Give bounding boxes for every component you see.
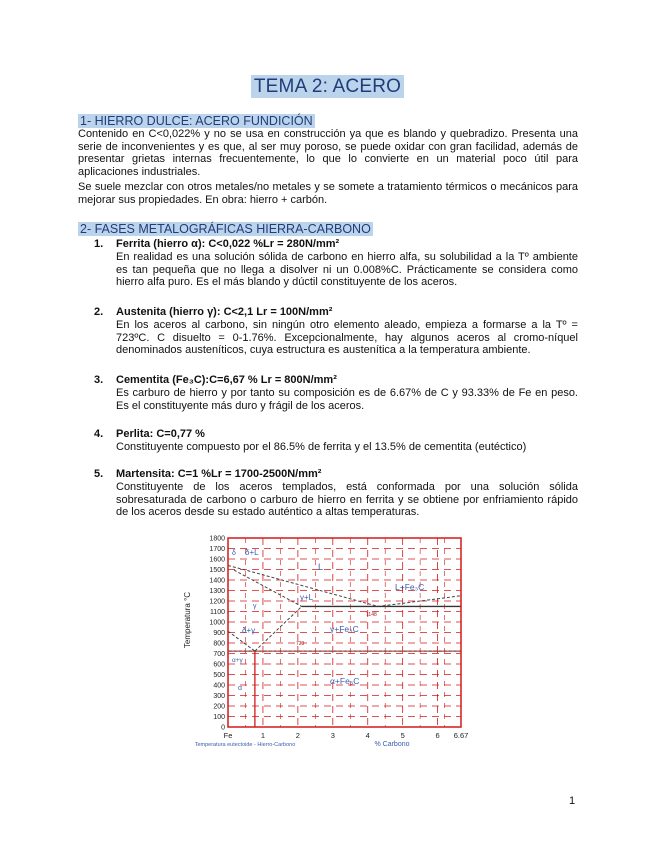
phase-title: Perlita: C=0,77 %	[116, 428, 205, 440]
x-tick-label: 5	[400, 731, 405, 740]
region-label: γ+Fe₃C	[330, 624, 359, 634]
phase-title: Cementita (Fe₃C):C=6,67 % Lr = 800N/mm²	[116, 374, 337, 386]
y-tick-label: 1300	[209, 588, 225, 595]
y-tick-label: 1000	[209, 619, 225, 627]
phase-body: Constituyente de los aceros templados, está conformada por una solución sólida sobresaturada de carbono o carburo de hierro en ferrita y se obtiene por enfriamiento rápido de los aceros desde su estado auténtico a altas temperaturas.	[116, 481, 578, 519]
phase-title: Ferrita (hierro α): C<0,022 %Lr = 280N/mm²	[116, 238, 340, 250]
y-tick-label: 1400	[209, 577, 225, 585]
y-tick-label: 900	[213, 630, 225, 637]
x-axis-label: % Carbono	[374, 741, 410, 748]
y-tick-label: 600	[213, 661, 225, 669]
section-1-paragraph-1: Contenido en C<0,022% y no se usa en construcción ya que es blando y quebradizo. Presenta una serie de inconvenientes y es que, al ser muy poroso, se puede oxidar con gran facilidad, además de presentar grietas internas frecuentemente, lo que lo convierte en un material poco útil para aplicaciones industriales.	[78, 128, 578, 178]
x-tick-label: Fe	[223, 731, 233, 740]
region-label: δ	[232, 550, 236, 557]
phase-number: 2.	[94, 306, 104, 318]
y-tick-label: 400	[213, 682, 225, 690]
region-label: γ+L	[300, 593, 314, 602]
region-label: L+Fe₃C	[395, 582, 425, 592]
section-1-heading: 1- HIERRO DULCE: ACERO FUNDICIÓN	[80, 114, 313, 128]
page-number: 1	[569, 795, 576, 807]
y-tick-label: 700	[213, 651, 225, 658]
y-tick-label: 100	[213, 714, 225, 721]
x-tick-label: 1	[260, 731, 266, 740]
x-tick-label: 3	[330, 731, 335, 740]
phase-title: Martensita: C=1 %Lr = 1700-2500N/mm²	[116, 468, 322, 480]
y-axis-label: Temperatura °C	[183, 591, 192, 649]
region-label: δ+L	[245, 548, 259, 557]
curve-acm	[255, 606, 302, 651]
region-label: γ	[253, 603, 257, 610]
phase-title: Austenita (hierro γ): C<2,1 Lr = 100N/mm²	[116, 306, 333, 318]
y-tick-label: 1700	[209, 546, 225, 553]
phase-number: 4.	[94, 428, 104, 440]
y-tick-label: 1500	[209, 567, 225, 574]
y-tick-label: 300	[213, 693, 225, 700]
y-tick-label: 800	[213, 640, 225, 648]
region-label: α+Fe₃C	[330, 676, 360, 686]
phase-body: En realidad es una solución sólida de carbono en hierro alfa, su solubilidad a la Tº ambiente es tan pequeña que no llega a disolver ni un 0.008%C. Prácticamente se considera como hierro alfa puro. Es el más blando y dúctil constituyente de los aceros.	[116, 251, 578, 289]
region-label: δ+γ	[242, 626, 256, 635]
x-tick-label: 6.67	[453, 731, 469, 740]
region-label: α+γ	[232, 657, 243, 664]
y-tick-label: 1200	[209, 598, 225, 606]
y-tick-label: 500	[213, 672, 225, 679]
region-label: L	[318, 562, 324, 572]
phase-number: 5.	[94, 468, 104, 480]
y-tick-label: 1800	[209, 535, 225, 543]
phase-number: 3.	[94, 374, 104, 386]
chart-labels	[209, 536, 468, 741]
y-tick-label: 1600	[209, 556, 225, 564]
phase-body: Es carburo de hierro y por tanto su composición es de 6.67% de C y 93.33% de Fe en peso. Es el constituyente más duro y frágil de los aceros.	[116, 387, 578, 412]
region-label: 1148	[366, 612, 377, 618]
section-1-paragraph-2: Se suele mezclar con otros metales/no metales y se somete a tratamiento térmicos o mecánicos para mejorar sus propiedades. En obra: hierro + carbón.	[78, 181, 578, 206]
y-tick-label: 0	[221, 724, 225, 732]
page-title: TEMA 2: ACERO	[0, 76, 655, 98]
x-tick-label: 4	[365, 731, 370, 740]
x-tick-label: 2	[295, 731, 300, 740]
y-tick-label: 1100	[209, 609, 225, 616]
phase-body: Constituyente compuesto por el 86.5% de ferrita y el 13.5% de cementita (eutéctico)	[116, 441, 527, 453]
region-label: 723	[296, 641, 305, 647]
phase-number: 1.	[94, 238, 104, 250]
chart-bottom-note: Temperatura eutectoide - Hierro-Carbono	[194, 742, 296, 748]
x-tick-label: 6	[435, 731, 440, 740]
y-tick-label: 200	[213, 703, 225, 711]
region-label: α	[238, 685, 243, 692]
phase-body: En los aceros al carbono, sin ningún otro elemento aleado, empieza a formarse a la Tº = 723ºC. C disuelto = 0-1.76%. Excepcionalmente, hay algunos aceros al cromo-níquel denominados austeníticos, cuya estructura es austenítica a la temperatura ambiente.	[116, 319, 578, 357]
section-2-heading: 2- FASES METALOGRÁFICAS HIERRA-CARBONO	[80, 222, 371, 236]
